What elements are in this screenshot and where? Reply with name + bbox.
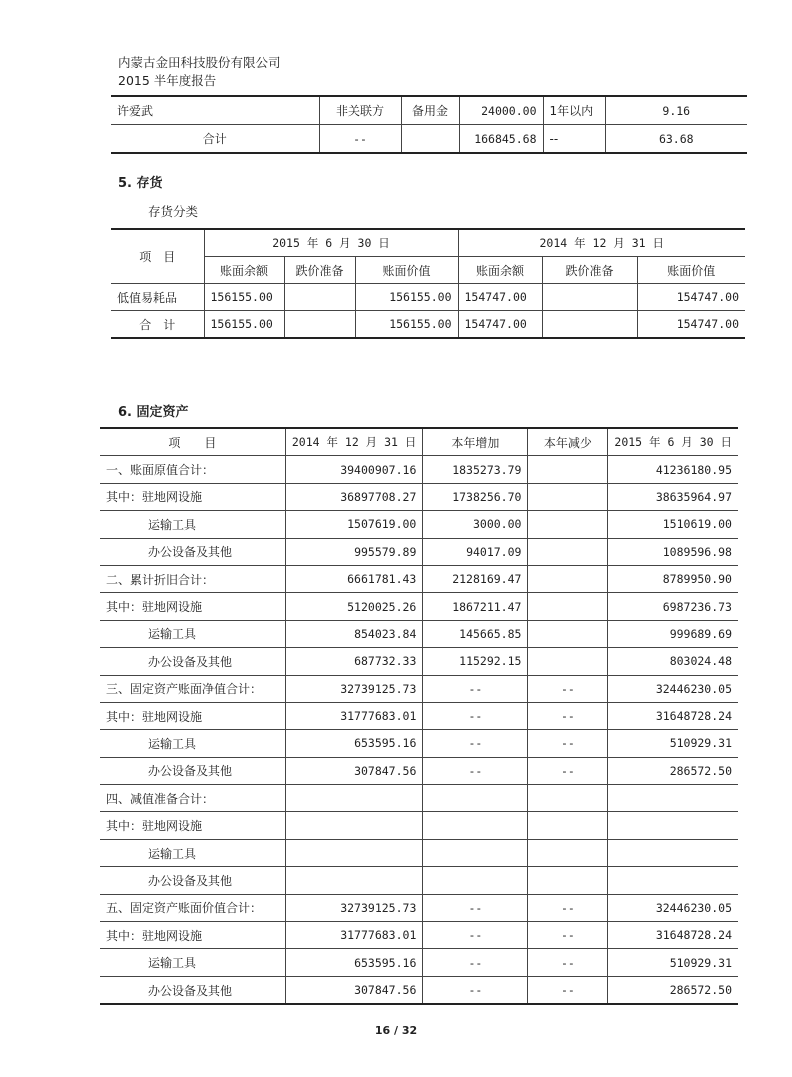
table-cell: 1507619.00: [285, 511, 423, 538]
table-cell: 41236180.95: [608, 456, 738, 483]
table-cell: --: [423, 894, 528, 921]
table-row: [100, 894, 738, 921]
section-6-title: 6. 固定资产: [118, 405, 189, 420]
table-row: [100, 483, 738, 510]
table-cell: 运输工具: [100, 730, 285, 757]
table-cell: 8789950.90: [608, 565, 738, 592]
table-cell: [285, 867, 423, 894]
table-row: [111, 311, 745, 339]
fixed-assets-header: 本年减少: [528, 428, 608, 456]
table-cell: [528, 620, 608, 647]
table-cell: 运输工具: [100, 949, 285, 976]
table-cell: 38635964.97: [608, 483, 738, 510]
table-cell: --: [423, 976, 528, 1004]
table-cell: 办公设备及其他: [100, 538, 285, 565]
table-cell: [401, 125, 459, 154]
inventory-subheader: 跌价准备: [542, 257, 637, 284]
table-cell: 运输工具: [100, 839, 285, 866]
table-cell: 合 计: [111, 311, 204, 339]
table-row: [100, 648, 738, 675]
table-row: [100, 922, 738, 949]
table-cell: 156155.00: [204, 284, 284, 311]
table-cell: [542, 284, 637, 311]
table-cell: [542, 311, 637, 339]
table-cell: 其中：驻地网设施: [100, 812, 285, 839]
fixed-assets-header: 2015 年 6 月 30 日: [608, 428, 738, 456]
table-cell: 31777683.01: [285, 702, 423, 729]
table-cell: [528, 812, 608, 839]
table-cell: 803024.48: [608, 648, 738, 675]
table-cell: [528, 538, 608, 565]
table-cell: 办公设备及其他: [100, 648, 285, 675]
table-cell: 备用金: [401, 96, 459, 125]
table-cell: [528, 483, 608, 510]
table-cell: 510929.31: [608, 730, 738, 757]
table-row: [100, 976, 738, 1004]
table-cell: 32739125.73: [285, 894, 423, 921]
table-cell: 1738256.70: [423, 483, 528, 510]
table-cell: 307847.56: [285, 757, 423, 784]
table-cell: 低值易耗品: [111, 284, 204, 311]
table-cell: 145665.85: [423, 620, 528, 647]
table-cell: [423, 867, 528, 894]
table-row: [100, 867, 738, 894]
table-cell: [285, 839, 423, 866]
table-cell: [528, 867, 608, 894]
table-cell: --: [423, 757, 528, 784]
table-cell: 154747.00: [637, 311, 745, 339]
table-cell: 许爱武: [111, 96, 319, 125]
table-cell: 其中：驻地网设施: [100, 593, 285, 620]
table-cell: [285, 785, 423, 812]
table-cell: --: [543, 125, 605, 154]
table-cell: 其中：驻地网设施: [100, 483, 285, 510]
inventory-subheader: 账面价值: [637, 257, 745, 284]
table-cell: 286572.50: [608, 976, 738, 1004]
table-cell: 三、固定资产账面净值合计：: [100, 675, 285, 702]
table-cell: [528, 648, 608, 675]
table-cell: 运输工具: [100, 511, 285, 538]
table-cell: [608, 839, 738, 866]
table-cell: 非关联方: [319, 96, 401, 125]
table-cell: [423, 785, 528, 812]
table-cell: 运输工具: [100, 620, 285, 647]
inventory-subheader: 跌价准备: [284, 257, 355, 284]
table-cell: --: [528, 922, 608, 949]
table-cell: [608, 812, 738, 839]
table-cell: 四、减值准备合计：: [100, 785, 285, 812]
fixed-assets-header: 本年增加: [423, 428, 528, 456]
fixed-assets-table: [100, 427, 738, 1005]
table-cell: --: [423, 675, 528, 702]
inventory-subheader: 账面余额: [458, 257, 542, 284]
table-row: [100, 675, 738, 702]
table-cell: [285, 812, 423, 839]
table-cell: --: [423, 949, 528, 976]
table-row: [100, 511, 738, 538]
table-cell: [528, 593, 608, 620]
company-name: 内蒙古金田科技股份有限公司: [118, 55, 281, 70]
table-cell: 94017.09: [423, 538, 528, 565]
table-cell: --: [423, 702, 528, 729]
page-number: 16 / 32: [374, 1024, 418, 1037]
table-cell: 154747.00: [458, 284, 542, 311]
table-cell: 24000.00: [459, 96, 543, 125]
table-cell: 五、固定资产账面价值合计：: [100, 894, 285, 921]
table-row: [100, 702, 738, 729]
table-cell: [423, 839, 528, 866]
table-cell: 其中：驻地网设施: [100, 702, 285, 729]
table-cell: 二、累计折旧合计：: [100, 565, 285, 592]
table-cell: [528, 785, 608, 812]
table-cell: 63.68: [605, 125, 747, 154]
inventory-period1-header: 2015 年 6 月 30 日: [204, 229, 458, 257]
section-5-title: 5. 存货: [118, 176, 163, 191]
table-cell: 3000.00: [423, 511, 528, 538]
table-cell: 1年以内: [543, 96, 605, 125]
table-cell: 653595.16: [285, 730, 423, 757]
table-cell: 653595.16: [285, 949, 423, 976]
table-cell: 166845.68: [459, 125, 543, 154]
receivables-table: [111, 95, 747, 154]
table-cell: 156155.00: [355, 284, 458, 311]
table-cell: 6987236.73: [608, 593, 738, 620]
table-cell: 31777683.01: [285, 922, 423, 949]
table-cell: --: [528, 675, 608, 702]
table-cell: --: [528, 976, 608, 1004]
table-cell: 510929.31: [608, 949, 738, 976]
table-cell: --: [528, 702, 608, 729]
table-cell: 307847.56: [285, 976, 423, 1004]
table-cell: 1835273.79: [423, 456, 528, 483]
table-cell: 995579.89: [285, 538, 423, 565]
table-cell: [528, 565, 608, 592]
table-cell: [423, 812, 528, 839]
table-cell: 6661781.43: [285, 565, 423, 592]
table-row: [100, 785, 738, 812]
inventory-subheader: 账面余额: [204, 257, 284, 284]
table-cell: --: [423, 922, 528, 949]
inventory-item-header: 项 目: [111, 229, 204, 284]
table-row: [100, 949, 738, 976]
table-cell: 31648728.24: [608, 922, 738, 949]
table-cell: --: [528, 757, 608, 784]
fixed-assets-header: 项 目: [100, 428, 285, 456]
table-cell: 1510619.00: [608, 511, 738, 538]
table-cell: 办公设备及其他: [100, 976, 285, 1004]
table-cell: 154747.00: [637, 284, 745, 311]
table-cell: 687732.33: [285, 648, 423, 675]
table-cell: [528, 839, 608, 866]
table-row: [100, 757, 738, 784]
table-row: [100, 620, 738, 647]
table-cell: 156155.00: [355, 311, 458, 339]
table-cell: 36897708.27: [285, 483, 423, 510]
table-cell: 286572.50: [608, 757, 738, 784]
table-cell: [608, 785, 738, 812]
table-cell: 5120025.26: [285, 593, 423, 620]
table-cell: 9.16: [605, 96, 747, 125]
table-row: [111, 96, 747, 125]
section-5-subtitle: 存货分类: [148, 204, 199, 219]
table-cell: 156155.00: [204, 311, 284, 339]
inventory-period2-header: 2014 年 12 月 31 日: [458, 229, 745, 257]
table-row: [100, 730, 738, 757]
table-cell: 办公设备及其他: [100, 867, 285, 894]
table-cell: 办公设备及其他: [100, 757, 285, 784]
table-row: [100, 839, 738, 866]
table-cell: 31648728.24: [608, 702, 738, 729]
table-cell: 32446230.05: [608, 675, 738, 702]
table-cell: --: [528, 949, 608, 976]
table-row: [100, 565, 738, 592]
table-cell: 854023.84: [285, 620, 423, 647]
table-cell: 154747.00: [458, 311, 542, 339]
table-cell: 1089596.98: [608, 538, 738, 565]
table-cell: [608, 867, 738, 894]
report-title: 2015 半年度报告: [118, 73, 217, 88]
table-row: [100, 812, 738, 839]
table-cell: --: [528, 730, 608, 757]
table-cell: 1867211.47: [423, 593, 528, 620]
table-row: [111, 284, 745, 311]
table-cell: 39400907.16: [285, 456, 423, 483]
table-cell: --: [423, 730, 528, 757]
table-row: [100, 456, 738, 483]
table-cell: 32446230.05: [608, 894, 738, 921]
table-cell: --: [528, 894, 608, 921]
inventory-table: [111, 228, 745, 339]
table-row: [100, 538, 738, 565]
fixed-assets-header: 2014 年 12 月 31 日: [285, 428, 423, 456]
table-cell: 115292.15: [423, 648, 528, 675]
table-row: [111, 125, 747, 154]
table-cell: [284, 284, 355, 311]
table-cell: 合计: [111, 125, 319, 154]
table-cell: 32739125.73: [285, 675, 423, 702]
table-cell: [528, 456, 608, 483]
table-cell: 其中：驻地网设施: [100, 922, 285, 949]
table-cell: [528, 511, 608, 538]
table-cell: 2128169.47: [423, 565, 528, 592]
table-cell: 999689.69: [608, 620, 738, 647]
table-row: [100, 593, 738, 620]
inventory-subheader: 账面价值: [355, 257, 458, 284]
table-cell: --: [319, 125, 401, 154]
table-cell: [284, 311, 355, 339]
table-cell: 一、账面原值合计：: [100, 456, 285, 483]
